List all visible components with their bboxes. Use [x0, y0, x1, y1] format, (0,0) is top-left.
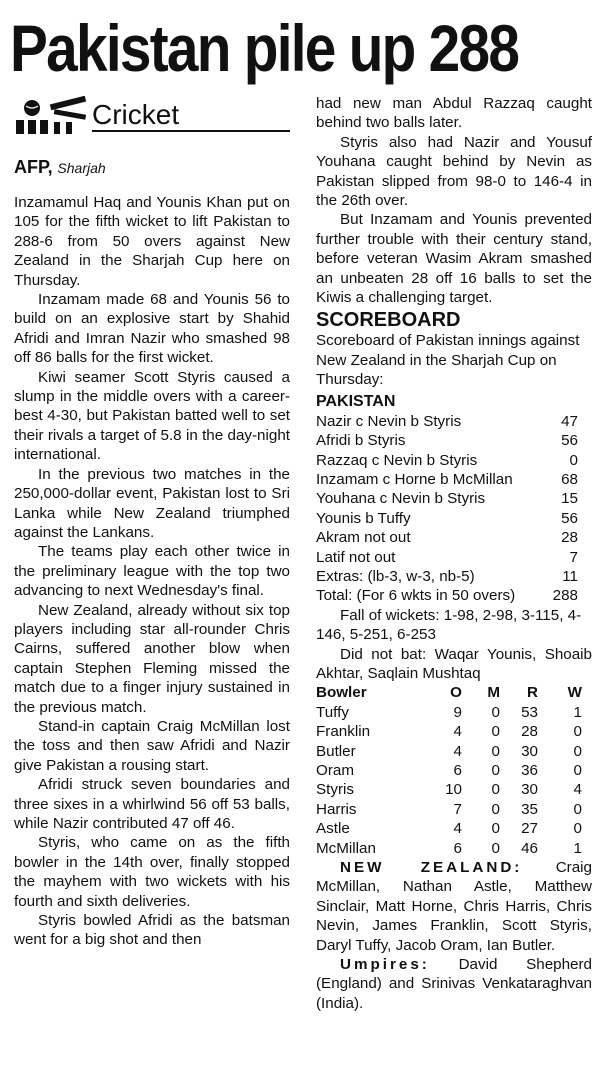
bowling-row [316, 742, 592, 761]
bowler-header: Bowler [316, 684, 367, 702]
bowler: Butler [316, 742, 356, 760]
team-name: PAKISTAN [316, 392, 396, 410]
article-paragraph: Stand-in captain Craig McMillan lost the toss and then saw Afridi and Nazir give Pakistan a rousing start. [14, 717, 290, 774]
article-paragraph: Inzamamul Haq and Younis Khan put on 105 for the fifth wicket to lift Pakistan to 288-6 from 50 overs against New Zealand in the Sharjah Cup here on Thursday. [14, 194, 290, 289]
bowling-row [316, 819, 592, 838]
runs: 15 [561, 490, 578, 508]
byline [14, 156, 290, 179]
cricket-logo-icon [14, 96, 90, 134]
article-paragraph: In the previous two matches in the 250,000-dollar event, Pakistan lost to Sri Lanka while New Zealand triumphed against the Lankans. [14, 465, 290, 541]
runs: 30 [521, 742, 538, 760]
bowling-row [316, 780, 592, 799]
wickets: 1 [573, 703, 582, 721]
runs: 36 [521, 762, 538, 779]
byline-location: Sharjah [57, 160, 106, 176]
bowling-row [316, 800, 592, 819]
batsman: Inzamam c Horne b McMillan [316, 470, 513, 488]
overs: 10 [445, 781, 462, 799]
overs-header: O [450, 684, 462, 702]
article-paragraph: New Zealand, already without six top players including star all-rounder Chris Cairns, suffered another blow when captain Stephen Fleming missed the match due to a finger injury sustained in the previous match. [14, 601, 290, 716]
wickets: 0 [573, 800, 582, 818]
runs: 56 [561, 509, 578, 527]
batting-row [316, 489, 592, 508]
runs: 28 [521, 723, 538, 741]
runs: 0 [569, 451, 578, 469]
maidens: 0 [491, 762, 500, 779]
article-paragraph: The teams play each other twice in the preliminary league with the top two advancing to next Wednesday's final. [14, 543, 290, 600]
total-runs: 288 [552, 587, 578, 605]
article-paragraph: But Inzamam and Younis prevented further trouble with their century stand, before veteran Wasim Akram smashed an unbeaten 28 off 16 balls to set the Kiwis a challenging target. [316, 211, 592, 307]
bowler: Franklin [316, 723, 371, 741]
batting-row [316, 412, 592, 431]
total-label: Total: (For 6 wkts in 50 overs) [316, 587, 516, 605]
fall-of-wickets: Fall of wickets: 1-98, 2-98, 3-115, 4-146, 5-251, 6-253 [316, 606, 582, 644]
wickets: 4 [573, 781, 582, 799]
new-zealand-label: NEW ZEALAND: [340, 859, 523, 877]
scoreboard-title: SCOREBOARD [316, 309, 461, 332]
batsman: Younis b Tuffy [316, 509, 411, 527]
maidens: 0 [491, 781, 500, 799]
wickets: 1 [573, 839, 582, 857]
batsman: Nazir c Nevin b Styris [316, 412, 462, 430]
umpires-names: David Shepherd (England) and Srinivas Venkataraghvan (India). [316, 956, 592, 1012]
bowler: Styris [316, 781, 354, 799]
maidens: 0 [491, 800, 500, 818]
umpires [316, 955, 592, 1013]
overs: 7 [453, 800, 462, 818]
maidens: 0 [491, 742, 500, 760]
extras-row [316, 567, 592, 586]
batsman: Latif not out [316, 548, 396, 566]
batsman: Youhana c Nevin b Styris [316, 490, 486, 508]
scoreboard-intro: Scoreboard of Pakistan innings against New Zealand in the Sharjah Cup on Thursday: [316, 332, 580, 389]
total-row [316, 586, 592, 605]
runs: 47 [561, 412, 578, 430]
runs: 30 [521, 781, 538, 799]
article-paragraph: Styris also had Nazir and Yousuf Youhana caught behind by Nevin as Pakistan slipped from 98-0 to 146-4 in the 26th over. [316, 133, 592, 210]
batsman: Akram not out [316, 529, 411, 547]
new-zealand-players: Craig McMillan, Nathan Astle, Matthew Sinclair, Matt Horne, Chris Harris, Chris Nevin, James Franklin, Scott Styris, Daryl Tuffy, Jacob Oram, Ian Butler. [316, 859, 592, 954]
bowling-header [316, 683, 592, 702]
wickets: 0 [573, 742, 582, 760]
runs-header: R [527, 684, 538, 702]
batting-row [316, 470, 592, 489]
section-rule [92, 130, 290, 132]
batting-row [316, 548, 592, 567]
bowling-row [316, 839, 592, 858]
maidens: 0 [491, 839, 500, 857]
wickets: 0 [573, 762, 582, 779]
batting-row [316, 451, 592, 470]
bowler: Astle [316, 820, 350, 838]
runs: 46 [521, 839, 538, 857]
overs: 6 [453, 839, 462, 857]
batsman: Razzaq c Nevin b Styris [316, 451, 478, 469]
runs: 27 [521, 820, 538, 838]
overs: 4 [453, 723, 462, 741]
batting-row [316, 509, 592, 528]
runs: 53 [521, 703, 538, 721]
maidens-header: M [487, 684, 500, 702]
runs: 35 [521, 800, 538, 818]
article-paragraph: had new man Abdul Razzaq caught behind two balls later. [316, 95, 592, 132]
maidens: 0 [491, 723, 500, 741]
extras-label: Extras: (lb-3, w-3, nb-5) [316, 567, 475, 585]
maidens: 0 [491, 703, 500, 721]
bowler: McMillan [316, 839, 376, 857]
bowling-row [316, 722, 592, 741]
article-paragraph: Afridi struck seven boundaries and three sixes in a whirlwind 56 off 53 balls, while Nazir contributed 47 off 46. [14, 776, 290, 832]
overs: 6 [453, 762, 462, 779]
runs: 56 [561, 432, 578, 450]
bowling-row [316, 703, 592, 722]
runs: 7 [569, 548, 578, 566]
runs: 28 [561, 529, 578, 547]
article-paragraph: Styris bowled Afridi as the batsman went for a big shot and then [14, 912, 290, 949]
bowler: Tuffy [316, 703, 349, 721]
headline: Pakistan pile up 288 [10, 11, 519, 85]
batsman: Afridi b Styris [316, 432, 406, 450]
wickets: 0 [573, 723, 582, 741]
bowler: Oram [316, 762, 354, 779]
new-zealand-team [316, 858, 592, 955]
byline-agency: AFP, [14, 157, 53, 177]
did-not-bat: Did not bat: Waqar Younis, Shoaib Akhtar, Saqlain Mushtaq [316, 645, 592, 682]
overs: 9 [453, 703, 462, 721]
batting-row [316, 528, 592, 547]
wickets-header: W [567, 684, 582, 702]
section-header [14, 94, 290, 136]
section-label: Cricket [92, 99, 180, 130]
wickets: 0 [573, 820, 582, 838]
left-column [14, 94, 290, 950]
bowling-row [316, 761, 592, 780]
article-paragraph: Kiwi seamer Scott Styris caused a slump in the middle overs with a career-best 4-30, but Pakistan batted well to set their rivals a target of 5.8 in the day-night international. [14, 368, 290, 464]
overs: 4 [453, 820, 462, 838]
runs: 68 [561, 470, 578, 488]
right-column [316, 94, 592, 1013]
maidens: 0 [491, 820, 500, 838]
article-paragraph: Styris, who came on as the fifth bowler in the 14th over, finally stopped the mayhem with two wickets with his fourth and sixth deliveries. [14, 834, 290, 910]
batting-row [316, 431, 592, 450]
overs: 4 [453, 742, 462, 760]
umpires-label: Umpires: [340, 956, 430, 974]
extras-runs: 11 [562, 567, 578, 585]
bowler: Harris [316, 800, 357, 818]
article-paragraph: Inzamam made 68 and Younis 56 to build on an explosive start by Shahid Afridi and Imran Nazir who smashed 98 off 86 balls for the first wicket. [14, 291, 290, 367]
